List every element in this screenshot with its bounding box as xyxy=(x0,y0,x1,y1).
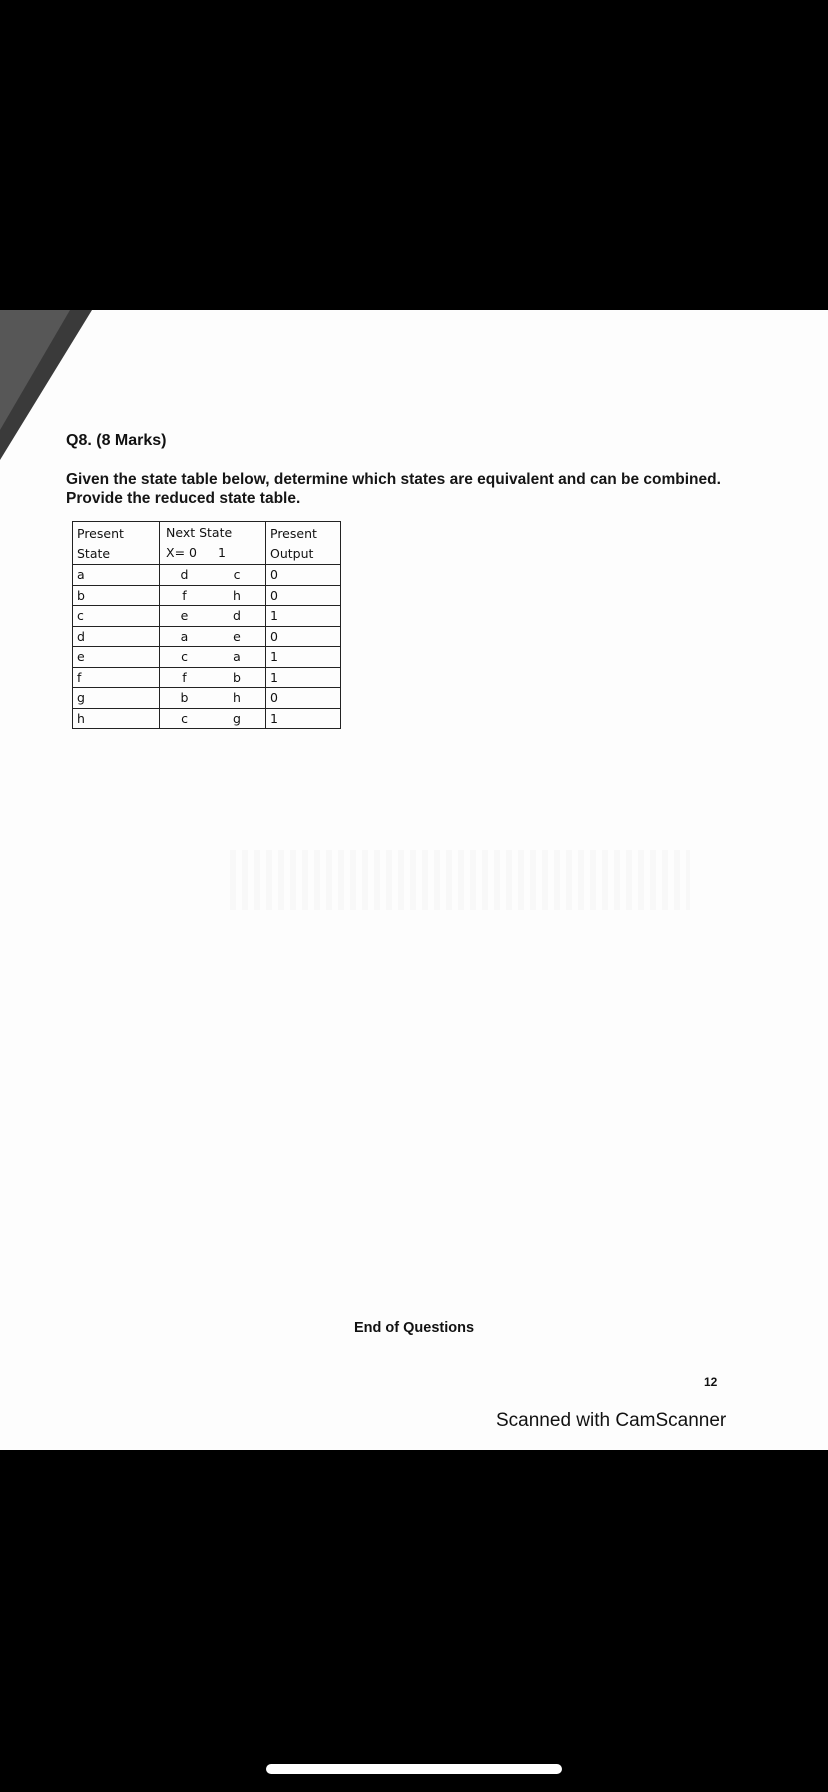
cell-next-x1: e xyxy=(209,626,266,647)
table-row xyxy=(73,585,341,606)
cell-output: 0 xyxy=(266,688,341,709)
state-table xyxy=(72,521,341,729)
cell-output: 0 xyxy=(266,565,341,586)
cell-next-x0: f xyxy=(160,667,210,688)
table-row xyxy=(73,565,341,586)
table-header-row xyxy=(73,522,341,565)
cell-next-x1: a xyxy=(209,647,266,668)
cell-next-x0: c xyxy=(160,708,210,729)
cell-next-x0: d xyxy=(160,565,210,586)
table-row xyxy=(73,626,341,647)
table-row xyxy=(73,688,341,709)
header-x0: X= 0 xyxy=(166,545,197,560)
cell-next-x1: b xyxy=(209,667,266,688)
faint-bleed-through xyxy=(230,850,690,910)
cell-output: 1 xyxy=(266,667,341,688)
cell-output: 1 xyxy=(266,606,341,627)
cell-next-x1: h xyxy=(209,688,266,709)
header-x1: 1 xyxy=(218,545,226,560)
header-present-state xyxy=(73,522,160,565)
scanner-watermark: Scanned with CamScanner xyxy=(496,1410,727,1431)
header-present-state-line1: Present xyxy=(77,526,124,541)
cell-present-state: c xyxy=(73,606,160,627)
cell-output: 1 xyxy=(266,647,341,668)
table-row xyxy=(73,667,341,688)
cell-next-x1: h xyxy=(209,585,266,606)
header-next-state xyxy=(160,522,266,565)
table-row xyxy=(73,708,341,729)
cell-output: 0 xyxy=(266,626,341,647)
cell-present-state: f xyxy=(73,667,160,688)
cell-next-x1: g xyxy=(209,708,266,729)
page-number: 12 xyxy=(704,1375,718,1389)
cell-output: 1 xyxy=(266,708,341,729)
question-heading: Q8. (8 Marks) xyxy=(66,432,167,449)
header-next-state-inputs xyxy=(166,543,265,563)
cell-next-x0: f xyxy=(160,585,210,606)
cell-next-x1: d xyxy=(209,606,266,627)
page-corner-shadow-light xyxy=(0,310,70,430)
question-line-1: Given the state table below, determine which states are equivalent and can be combined. xyxy=(66,471,721,488)
home-indicator[interactable] xyxy=(266,1764,562,1774)
header-present-state-line2: State xyxy=(77,546,111,561)
end-of-questions: End of Questions xyxy=(353,1320,475,1336)
question-text xyxy=(66,470,746,508)
cell-present-state: h xyxy=(73,708,160,729)
header-next-state-label: Next State xyxy=(166,525,233,540)
cell-next-x0: c xyxy=(160,647,210,668)
cell-present-state: a xyxy=(73,565,160,586)
cell-present-state: e xyxy=(73,647,160,668)
cell-present-state: d xyxy=(73,626,160,647)
question-line-2: Provide the reduced state table. xyxy=(66,490,301,507)
cell-present-state: b xyxy=(73,585,160,606)
cell-next-x1: c xyxy=(209,565,266,586)
table-row xyxy=(73,647,341,668)
header-output-line1: Present xyxy=(270,526,317,541)
table-body xyxy=(73,565,341,729)
cell-present-state: g xyxy=(73,688,160,709)
header-present-output xyxy=(266,522,341,565)
table-row xyxy=(73,606,341,627)
cell-next-x0: a xyxy=(160,626,210,647)
cell-next-x0: e xyxy=(160,606,210,627)
header-output-line2: Output xyxy=(270,546,314,561)
cell-output: 0 xyxy=(266,585,341,606)
cell-next-x0: b xyxy=(160,688,210,709)
scanned-page xyxy=(0,310,828,1450)
